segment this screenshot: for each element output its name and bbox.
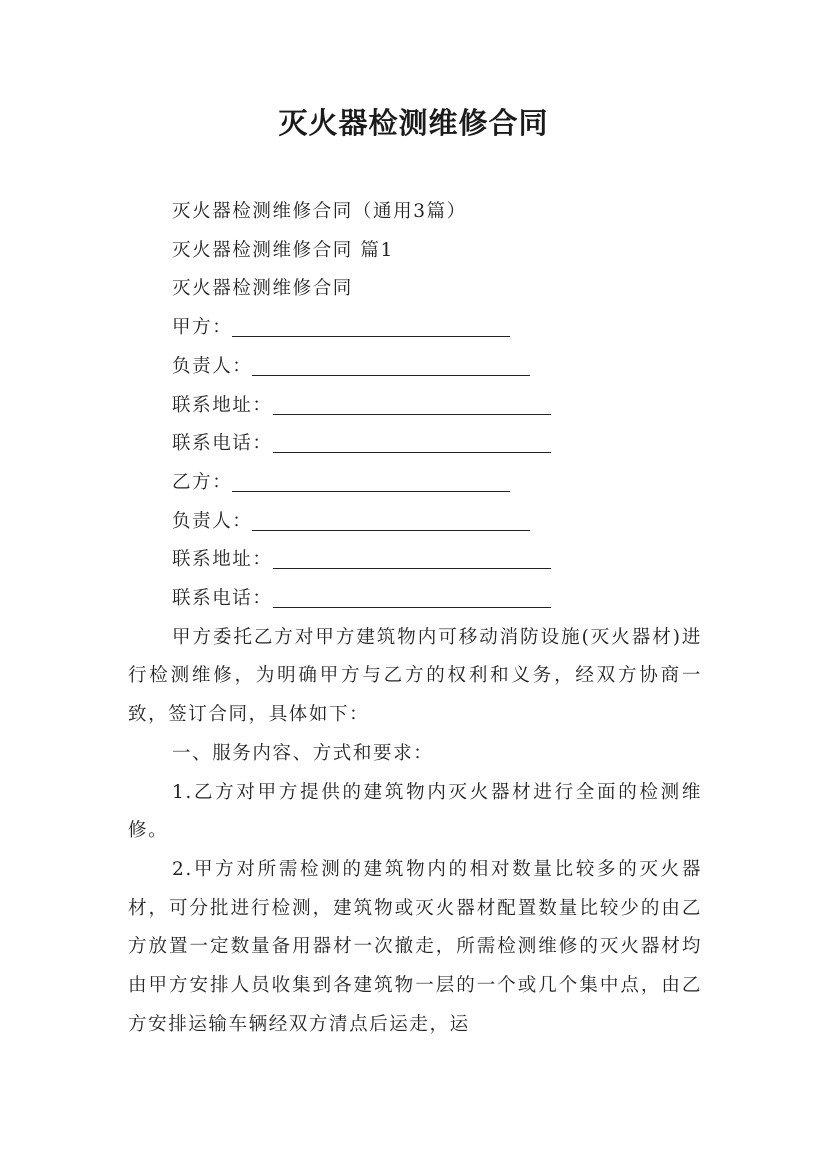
party-a-address-label: 联系地址：	[172, 394, 273, 416]
party-b-address-field	[128, 541, 702, 580]
party-b-field	[128, 464, 702, 503]
part-heading: 灭火器检测维修合同 篇1	[172, 239, 394, 261]
party-b-person-field	[128, 503, 702, 542]
section-1-heading: 一、服务内容、方式和要求：	[172, 742, 434, 764]
party-a-phone-blank	[273, 430, 551, 453]
party-a-address-field	[128, 387, 702, 426]
party-a-person-blank	[252, 353, 530, 376]
party-a-blank	[232, 314, 510, 337]
party-b-address-blank	[273, 546, 551, 569]
party-b-label: 乙方：	[172, 471, 233, 493]
party-b-phone-field	[128, 580, 702, 619]
document-body	[128, 193, 702, 1044]
party-b-address-label: 联系地址：	[172, 549, 273, 571]
party-a-phone-label: 联系电话：	[172, 433, 273, 455]
clause-2: 2.甲方对所需检测的建筑物内的相对数量比较多的灭火器材，可分批进行检测，建筑物或灭火器材配置数量比较少的由乙方放置一定数量备用器材一次撤走，所需检测维修的灭火器材均由甲方安排人员收集到各建筑物一层的一个或几个集中点，由乙方安排运输车辆经双方清点后运走，运	[128, 858, 702, 1035]
party-b-person-blank	[252, 508, 530, 531]
document-title: 灭火器检测维修合同	[278, 106, 549, 140]
party-b-person-label: 负责人：	[172, 510, 253, 532]
clause-1: 1.乙方对甲方提供的建筑物内灭火器材进行全面的检测维修。	[128, 781, 702, 842]
party-a-person-label: 负责人：	[172, 355, 253, 377]
party-a-label: 甲方：	[172, 317, 233, 339]
party-b-blank	[232, 469, 510, 492]
party-a-phone-field	[128, 425, 702, 464]
party-b-phone-label: 联系电话：	[172, 588, 273, 610]
intro-paragraph: 甲方委托乙方对甲方建筑物内可移动消防设施(灭火器材)进行检测维修，为明确甲方与乙方的权利和义务，经双方协商一致，签订合同，具体如下：	[128, 626, 702, 726]
contract-name: 灭火器检测维修合同	[172, 278, 353, 300]
party-a-person-field	[128, 348, 702, 387]
party-a-address-blank	[273, 392, 551, 415]
party-a-field	[128, 309, 702, 348]
party-b-phone-blank	[273, 585, 551, 608]
document-subtitle: 灭火器检测维修合同（通用3篇）	[172, 201, 467, 222]
